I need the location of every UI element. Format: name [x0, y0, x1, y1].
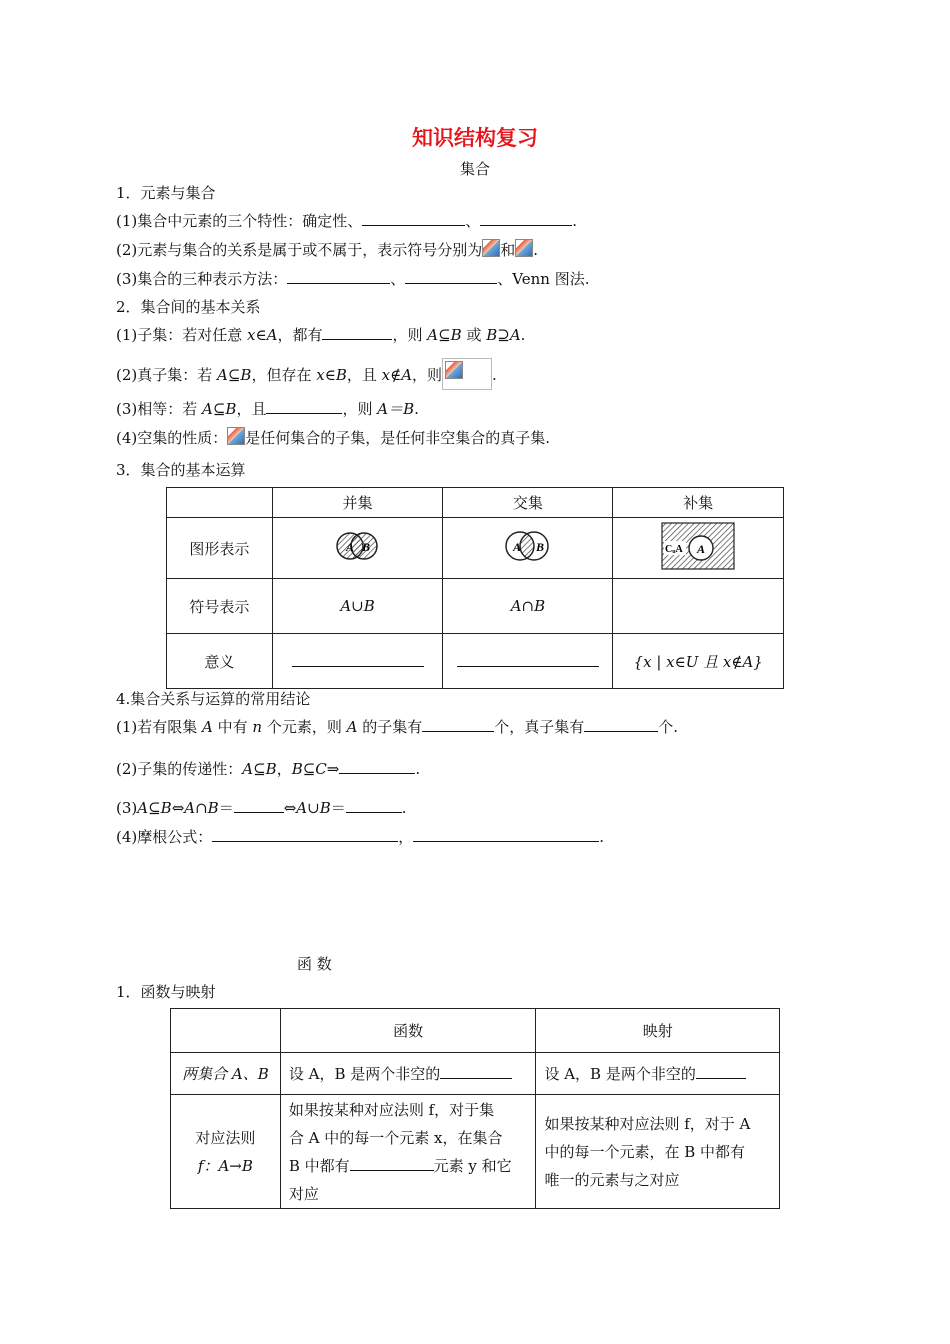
text: .: [414, 400, 419, 418]
line-1-3: [116, 268, 589, 289]
venn-label-a: A: [512, 540, 521, 554]
text: (3): [116, 799, 138, 817]
blank[interactable]: [413, 827, 599, 842]
table-header: 函数: [280, 1009, 536, 1053]
text: 个.: [658, 718, 679, 736]
text: 如果按某种对应法则 f，对于 A: [544, 1114, 751, 1133]
text: (2)子集的传递性：: [116, 760, 243, 778]
text: x∉A: [381, 366, 413, 384]
text: (2)真子集：若: [116, 366, 218, 384]
table-row: [171, 1053, 780, 1095]
text: (3)相等：若: [116, 400, 203, 418]
blank[interactable]: [292, 652, 424, 667]
text: 设 A，B 是两个非空的: [544, 1064, 696, 1083]
text: A⊆B: [242, 760, 277, 778]
text: ⇔: [171, 799, 185, 817]
text: 中的每一个元素，在 B 中都有: [544, 1142, 745, 1161]
venn-label-a: A: [697, 542, 706, 556]
intersect-symbol: [443, 579, 613, 634]
table-header: 映射: [536, 1009, 780, 1053]
text: A∩B: [184, 799, 219, 817]
table-header: 并集: [272, 488, 443, 518]
text: (1)集合中元素的三个特性：确定性、: [116, 212, 363, 230]
mapping-rule-cell: [536, 1095, 780, 1209]
union-meaning-cell: [272, 634, 443, 689]
text: .: [492, 366, 497, 384]
text: (1)子集：若对任意: [116, 326, 248, 344]
intersect-meaning-cell: [443, 634, 613, 689]
text: ，且: [346, 366, 382, 384]
line-1-2: [116, 239, 538, 260]
line-2-3: [116, 398, 419, 419]
line-4-4: [116, 826, 604, 847]
text: (4)空集的性质：: [116, 429, 228, 447]
symbol-image-icon: [445, 361, 463, 379]
line-2-2: [116, 358, 497, 390]
text: 元素 y 和它: [433, 1156, 512, 1175]
row-label: 意义: [167, 634, 273, 689]
heading-functions-1: 1．函数与映射: [116, 983, 216, 1001]
text: A＝B: [377, 400, 415, 418]
blank[interactable]: [234, 798, 284, 813]
text: 、: [465, 212, 481, 230]
section-heading-sets: 集合: [459, 160, 490, 178]
complement-meaning: [613, 634, 784, 689]
text: .: [520, 326, 526, 344]
venn-label-b: B: [361, 540, 370, 554]
row-label: 图形表示: [167, 518, 273, 579]
text: 、: [390, 270, 406, 288]
symbol-image-placeholder: [442, 358, 492, 390]
intersection-venn-cell: [443, 518, 613, 579]
text: 的子集有: [357, 718, 423, 736]
text: .: [533, 241, 539, 259]
table-row: [171, 1009, 780, 1053]
blank[interactable]: [339, 759, 415, 774]
text: (2)元素与集合的关系是属于或不属于，表示符号分别为: [116, 241, 483, 259]
text: A∪B: [340, 597, 375, 615]
text: 唯一的元素与之对应: [544, 1170, 680, 1189]
text: ＝: [218, 799, 234, 817]
symbol-image-placeholder: [482, 239, 500, 257]
blank[interactable]: [440, 1064, 512, 1079]
blank[interactable]: [457, 652, 599, 667]
text: (1)若有限集: [116, 718, 203, 736]
text: ⇔: [283, 799, 297, 817]
union-venn-cell: [272, 518, 443, 579]
function-sets-cell: [280, 1053, 536, 1095]
blank[interactable]: [584, 717, 658, 732]
complement-label: CᵤA: [665, 544, 683, 555]
table-row: [167, 518, 784, 579]
text: 合 A 中的每一个元素 x，在集合: [288, 1128, 503, 1147]
line-2-1: [116, 324, 525, 345]
text: ∈: [255, 326, 267, 344]
table-header: [167, 488, 273, 518]
text: B 中都有: [288, 1156, 350, 1175]
venn-label-b: B: [535, 540, 544, 554]
blank[interactable]: [322, 325, 392, 340]
text: 个，真子集有: [494, 718, 585, 736]
blank[interactable]: [346, 798, 402, 813]
text: A: [266, 326, 278, 344]
blank[interactable]: [405, 269, 497, 284]
blank[interactable]: [287, 269, 390, 284]
section-heading-functions: 函 数: [297, 955, 332, 973]
complement-symbol-empty: [613, 579, 784, 634]
table-row: [167, 488, 784, 518]
text: 对应: [288, 1184, 319, 1203]
line-4-1: [116, 716, 678, 737]
text: A: [202, 718, 213, 736]
complement-venn-diagram: [661, 522, 735, 570]
table-header: 交集: [443, 488, 613, 518]
text: (3)集合的三种表示方法：: [116, 270, 288, 288]
blank[interactable]: [696, 1064, 746, 1079]
text: ，但存在: [251, 366, 317, 384]
heading-1: 1．元素与集合: [116, 184, 216, 202]
text: 个元素，则: [262, 718, 347, 736]
union-symbol: [272, 579, 443, 634]
text: A⊆B: [427, 326, 462, 344]
text: x: [247, 326, 256, 344]
table-header: [171, 1009, 281, 1053]
text: ，: [398, 828, 414, 846]
text: ＝: [330, 799, 346, 817]
union-venn-diagram: [328, 526, 388, 566]
text: 和: [500, 241, 516, 259]
line-2-4: [116, 427, 550, 448]
text: 两集合 A、B: [182, 1064, 269, 1083]
text: .: [401, 799, 407, 817]
symbol-image-placeholder: [227, 427, 245, 445]
text: ，: [276, 760, 292, 778]
page-title: 知识结构复习: [412, 125, 538, 150]
row-label: 符号表示: [167, 579, 273, 634]
symbol-image-placeholder: [515, 239, 533, 257]
text: ⇒: [326, 760, 340, 778]
text: A: [346, 718, 358, 736]
heading-4: 4.集合关系与运算的常用结论: [116, 690, 311, 708]
heading-2: 2．集合间的基本关系: [116, 298, 261, 316]
table-row: [167, 579, 784, 634]
text: A⊆B: [217, 366, 252, 384]
blank[interactable]: [422, 717, 494, 732]
text: {x | x∈U 且 x∉A}: [633, 652, 763, 671]
intersection-venn-diagram: [498, 526, 558, 566]
blank[interactable]: [480, 211, 572, 226]
row-label: [171, 1053, 281, 1095]
text: x∈B: [316, 366, 347, 384]
table-header: 补集: [613, 488, 784, 518]
text: n: [252, 718, 263, 736]
text: (4)摩根公式：: [116, 828, 213, 846]
complement-venn-cell: [613, 518, 784, 579]
text: 对应法则: [195, 1128, 256, 1147]
blank[interactable]: [266, 399, 342, 414]
text: 设 A，B 是两个非空的: [288, 1064, 441, 1083]
text: 如果按某种对应法则 f，对于集: [288, 1100, 495, 1119]
venn-label-a: A: [345, 540, 354, 554]
row-label: [171, 1095, 281, 1209]
blank[interactable]: [350, 1156, 434, 1171]
text: .: [599, 828, 605, 846]
text: f：A→B: [197, 1156, 253, 1175]
blank[interactable]: [212, 827, 398, 842]
text: A∪B: [296, 799, 331, 817]
blank[interactable]: [362, 211, 465, 226]
line-4-2: [116, 758, 420, 779]
heading-3: 3．集合的基本运算: [116, 461, 246, 479]
line-1-1: [116, 210, 577, 231]
mapping-sets-cell: [536, 1053, 780, 1095]
line-4-3: [116, 797, 407, 818]
text: B⊆C: [291, 760, 327, 778]
text: 是任何集合的子集，是任何非空集合的真子集.: [245, 429, 551, 447]
text: ，都有: [277, 326, 323, 344]
table-row: [171, 1095, 780, 1209]
text: B⊇A: [486, 326, 521, 344]
function-mapping-table: [170, 1008, 780, 1209]
text: ，则: [412, 366, 443, 384]
text: 或: [461, 326, 487, 344]
text: ，且: [236, 400, 267, 418]
function-rule-cell: [280, 1095, 536, 1209]
text: .: [415, 760, 421, 778]
text: A⊆B: [137, 799, 172, 817]
table-row: [167, 634, 784, 689]
text: ，则: [342, 400, 378, 418]
text: .: [572, 212, 578, 230]
set-operations-table: [166, 487, 784, 689]
text: A⊆B: [202, 400, 237, 418]
text: 、Venn 图法.: [497, 270, 590, 288]
text: 中有: [212, 718, 253, 736]
text: ，则: [392, 326, 428, 344]
text: A∩B: [510, 597, 546, 615]
